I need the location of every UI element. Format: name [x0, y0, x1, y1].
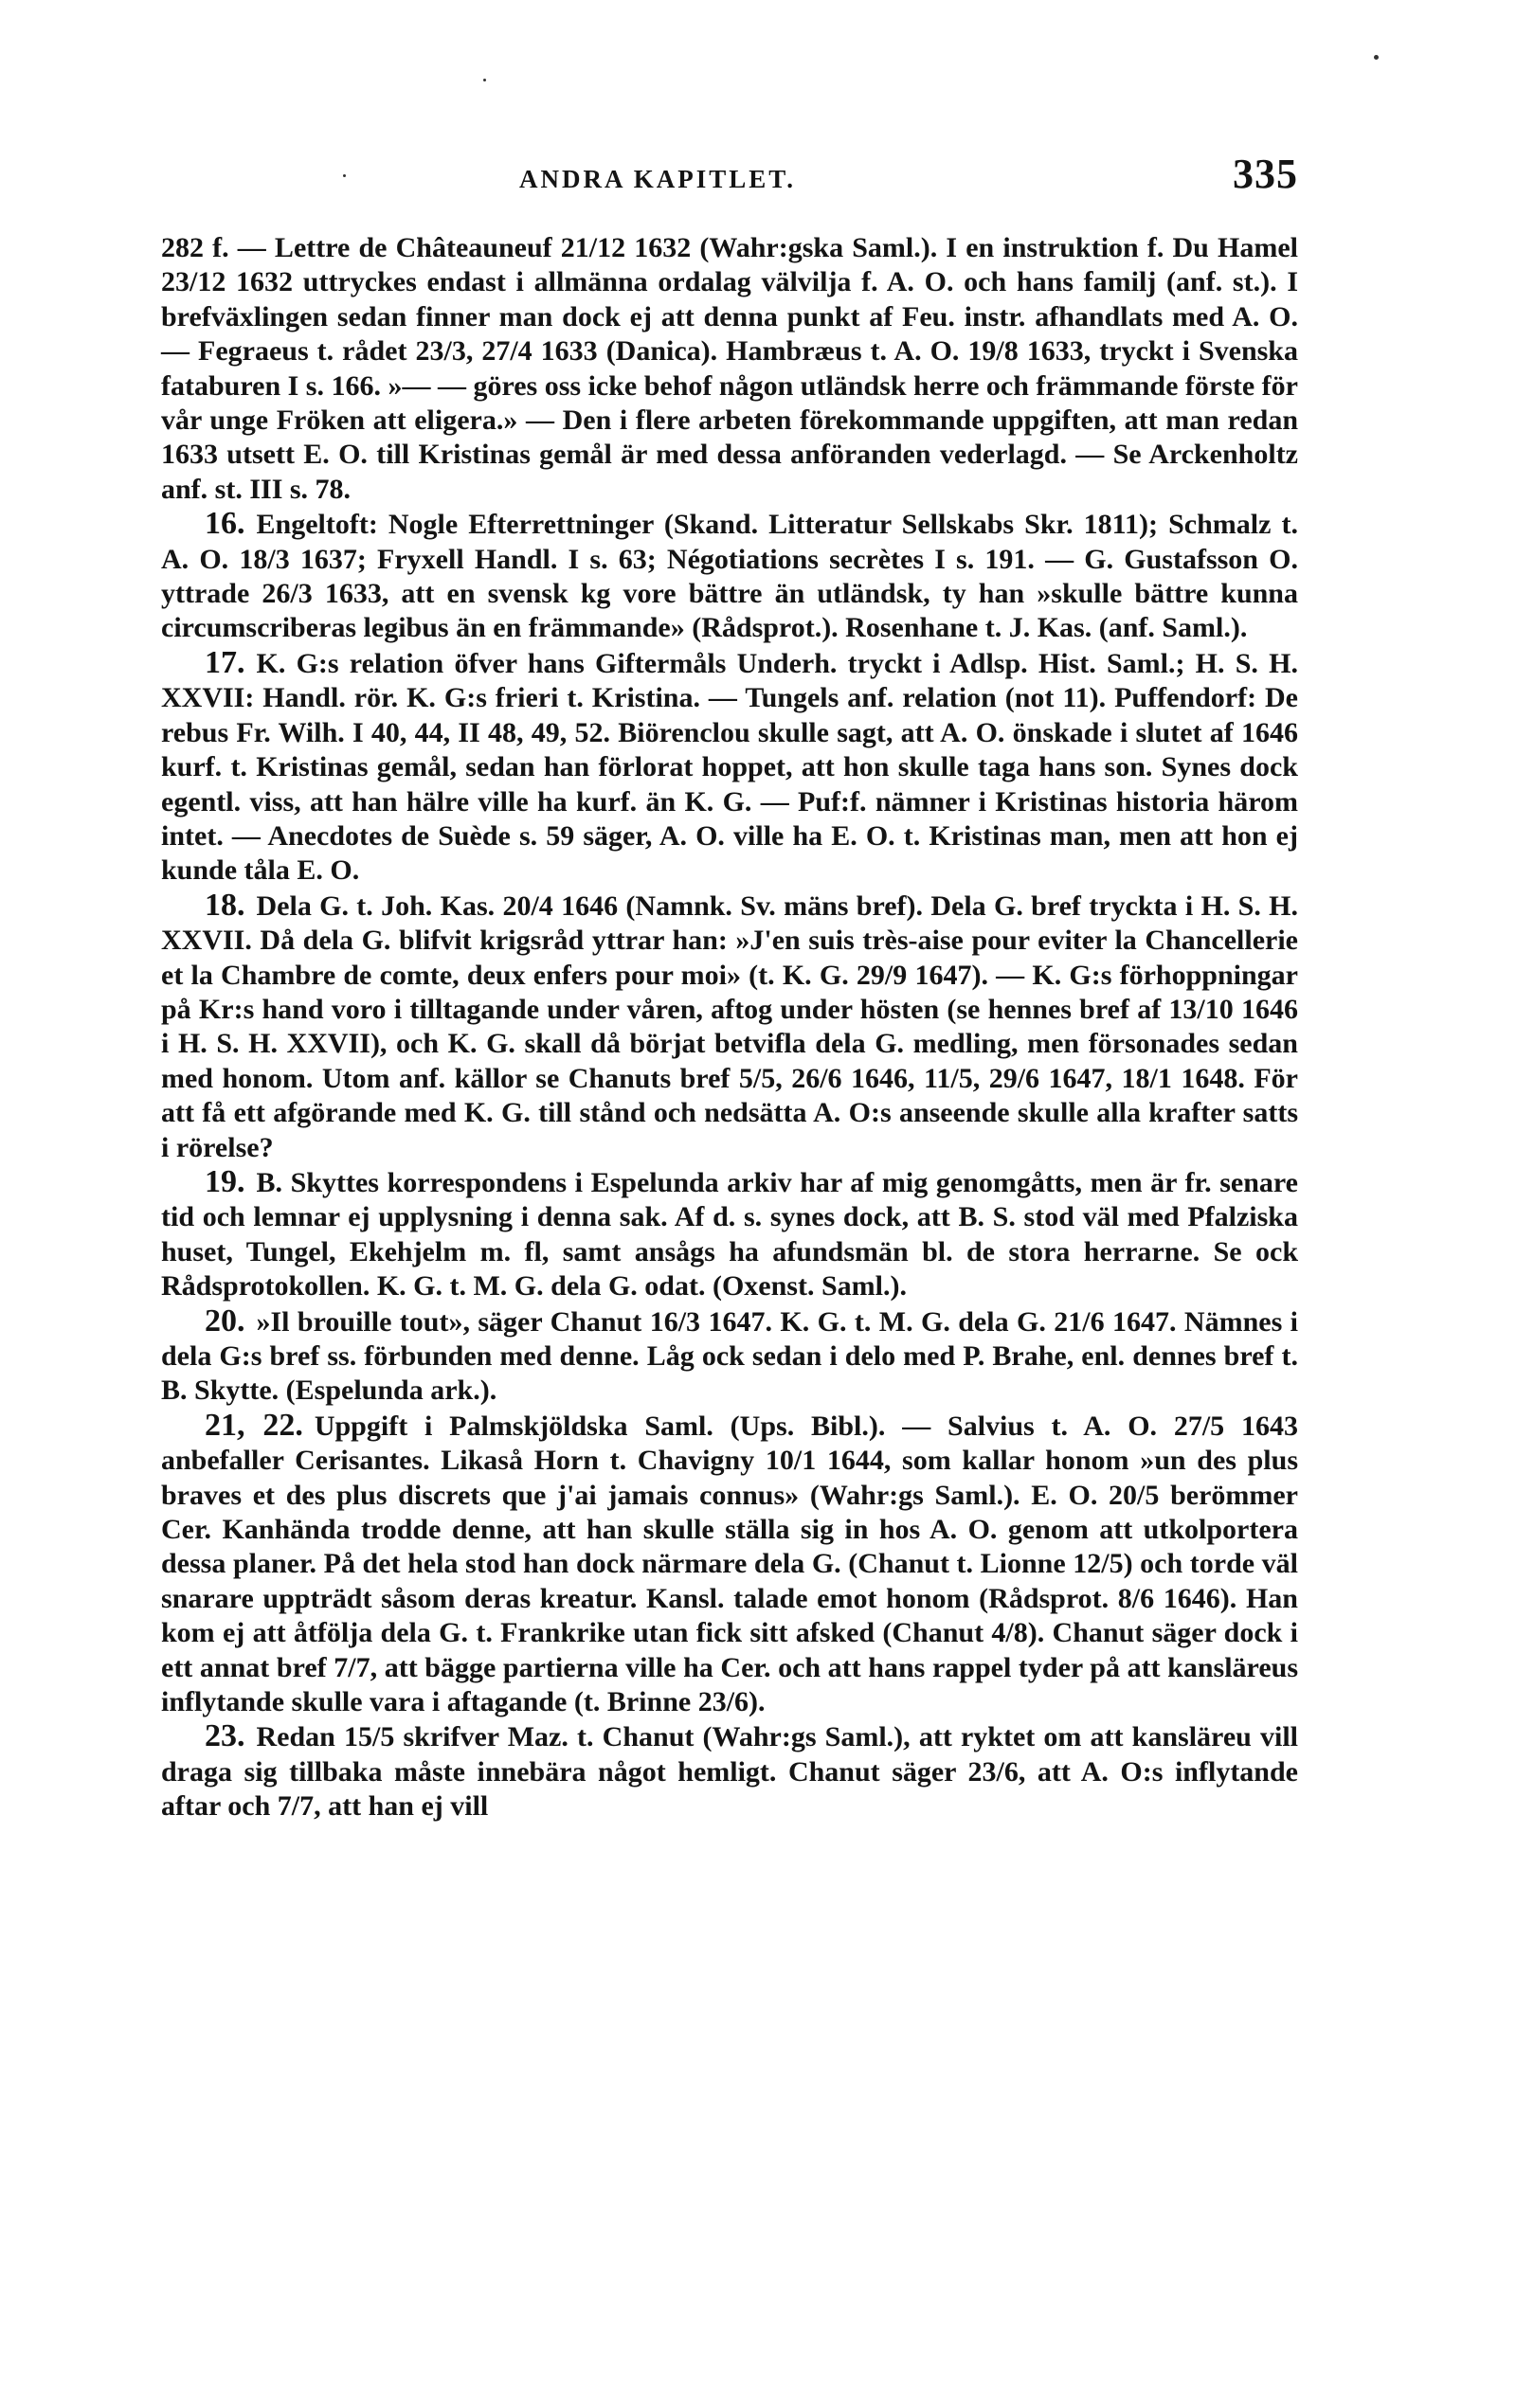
- note-number: 20.: [205, 1303, 245, 1339]
- ink-speck: [483, 79, 486, 81]
- note-text: B. Skyttes korrespondens i Espelunda arkiv har af mig genomgåtts, men är fr. senare tid och lemnar ej upplysning i denna sak. Af d. s. synes dock, att B. S. stod väl med Pfalziska huset, Tungel, Ekehjelm m. fl, samt ansågs ha afundsmän bl. de stora herrarne. Se ock Rådsprotokollen. K. G. t. M. G. dela G. odat. (Oxenst. Saml.).: [161, 1166, 1298, 1303]
- note-text: K. G:s relation öfver hans Giftermåls Underh. tryckt i Adlsp. Hist. Saml.; H. S. H. XXVII: Handl. rör. K. G:s frieri t. Kristina. — Tungels anf. relation (not 11). Puffendorf: De rebus Fr. Wilh. I 40, 44, II 48, 49, 52. Biörenclou skulle sagt, att A. O. önskade i slutet af 1646 kurf. t. Kristinas gemål, sedan han förlorat hoppet, att hon skulle taga hans son. Synes dock egentl. viss, att han hälre ville ha kurf. än K. G. — Puf:f. nämner i Kristinas historia härom intet. — Anecdotes de Suède s. 59 säger, A. O. ville ha E. O. t. Kristinas man, men att hon ej kunde tåla E. O.: [161, 647, 1298, 887]
- running-head: ANDRA KAPITLET.: [519, 165, 797, 193]
- note-21-22: [161, 1409, 1298, 1720]
- note-text: Uppgift i Palmskjöldska Saml. (Ups. Bibl.). — Salvius t. A. O. 27/5 1643 anbefaller Cerisantes. Likaså Horn t. Chavigny 10/1 1644, som kallar honom »un des plus braves et des plus discrets que j'ai jamais connus» (Wahr:gs Saml.). E. O. 20/5 berömmer Cer. Kanhända trodde denne, att han skulle ställa sig in hos A. O. genom att utkolportera dessa planer. På det hela stod han dock närmare dela G. (Chanut t. Lionne 12/5) och torde väl snarare uppträdt såsom deras kreatur. Kansl. talade emot honom (Rådsprot. 8/6 1646). Han kom ej att åtfölja dela G. t. Frankrike utan fick sitt afsked (Chanut 4/8). Chanut säger dock i ett annat bref 7/7, att bägge partierna ville ha Cer. och att hans rappel tyder på att kansläreus inflytande skulle vara i aftagande (t. Brinne 23/6).: [161, 1410, 1299, 1718]
- note-number: 18.: [205, 887, 245, 923]
- notes-body: [161, 231, 1298, 1824]
- page-header: [161, 151, 1298, 207]
- note-continuation: [161, 231, 1298, 507]
- note-23: [161, 1719, 1298, 1824]
- note-text: Dela G. t. Joh. Kas. 20/4 1646 (Namnk. Sv. mäns bref). Dela G. bref tryckta i H. S. H. XXVII. Då dela G. blifvit krigsråd yttrar han: »J'en suis très-aise pour eviter la Chancellerie et la Chambre de comte, deux enfers pour moi» (t. K. G. 29/9 1647). — K. G:s förhoppningar på Kr:s hand voro i tilltagande under våren, aftog under hösten (se hennes bref af 13/10 1646 i H. S. H. XXVII), och K. G. skall då börjat betvifla dela G. medling, men försonades sedan med honom. Utom anf. källor se Chanuts bref 5/5, 26/6 1646, 11/5, 29/6 1647, 18/1 1648. För att få ett afgörande med K. G. till stånd och nedsätta A. O:s anseende skulle alla krafter satts i rörelse?: [161, 890, 1298, 1163]
- note-17: [161, 646, 1298, 889]
- ink-speck: [1374, 55, 1379, 60]
- note-text: Redan 15/5 skrifver Maz. t. Chanut (Wahr:gs Saml.), att ryktet om att kansläreu vill draga sig tillbaka måste innebära något hemligt. Chanut säger 23/6, att A. O:s inflytande aftar och 7/7, att han ej vill: [161, 1721, 1298, 1823]
- note-number: 21, 22.: [205, 1407, 303, 1443]
- note-18: [161, 889, 1298, 1165]
- note-number: 19.: [205, 1163, 245, 1199]
- note-text: Engeltoft: Nogle Efterrettninger (Skand. Litteratur Sellskabs Skr. 1811); Schmalz t. A. O. 18/3 1637; Fryxell Handl. I s. 63; Négotiations secrètes I s. 191. — G. Gustafsson O. yttrade 26/3 1633, att en svensk kg vore bättre än utländsk, ty han »skulle bättre kunna circumscriberas legibus än en främmande» (Rådsprot.). Rosenhane t. J. Kas. (anf. Saml.).: [161, 509, 1298, 644]
- note-text: 282 f. — Lettre de Châteauneuf 21/12 1632 (Wahr:gska Saml.). I en instruktion f. Du Hamel 23/12 1632 uttryckes endast i allmänna ordalag välvilja f. A. O. och hans familj (anf. st.). I brefväxlingen sedan finner man dock ej att denna punkt af Feu. instr. afhandlats med A. O. — Fegraeus t. rådet 23/3, 27/4 1633 (Danica). Hambræus t. A. O. 19/8 1633, tryckt i Svenska fataburen I s. 166. »— — göres oss icke behof någon utländsk herre och främmande förste för vår unge Fröken att eligera.» — Den i flere arbeten förekommande uppgiften, att man redan 1633 utsett E. O. till Kristinas gemål är med dessa anföranden vederlagd. — Se Arckenholtz anf. st. III s. 78.: [161, 232, 1298, 505]
- note-16: [161, 507, 1298, 646]
- note-number: 16.: [205, 506, 245, 542]
- note-number: 23.: [205, 1718, 245, 1754]
- page-number: 335: [1233, 151, 1298, 197]
- note-number: 17.: [205, 644, 245, 680]
- note-19: [161, 1165, 1298, 1304]
- note-text: »Il brouille tout», säger Chanut 16/3 1647. K. G. t. M. G. dela G. 21/6 1647. Nämnes i dela G:s bref ss. förbunden med denne. Låg ock sedan i delo med P. Brahe, enl. dennes bref t. B. Skytte. (Espelunda ark.).: [161, 1305, 1298, 1407]
- note-20: [161, 1304, 1298, 1409]
